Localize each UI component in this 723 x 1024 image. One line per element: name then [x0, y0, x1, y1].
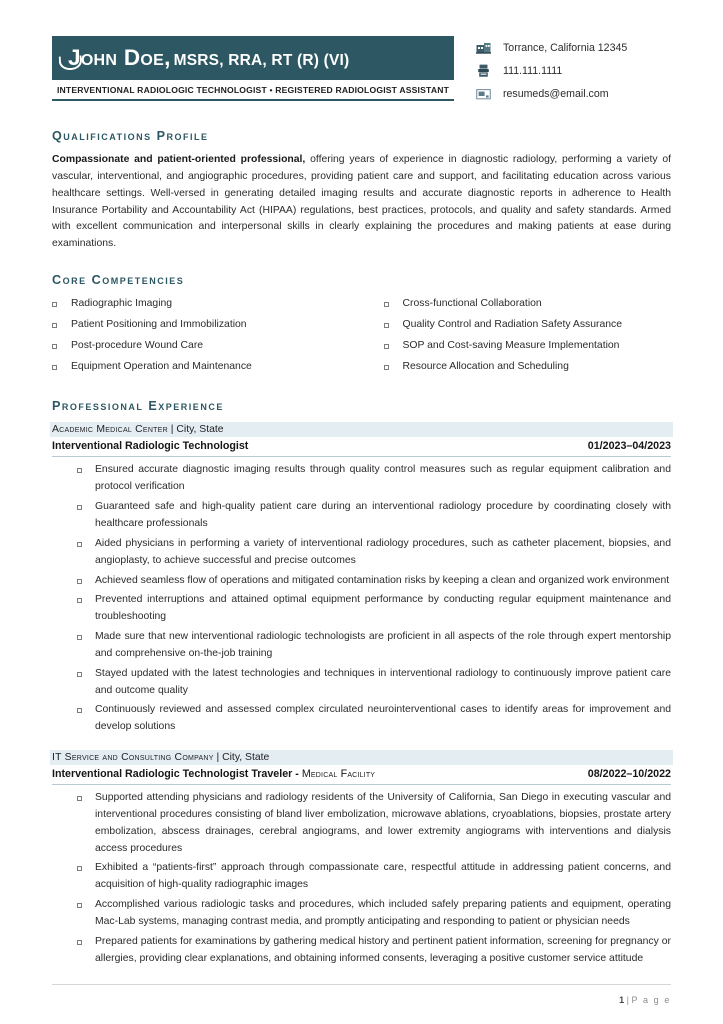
bullet-item	[77, 897, 671, 931]
job-location: | City, State	[167, 424, 224, 436]
job-bullets	[52, 462, 671, 736]
bullet-item	[77, 462, 671, 496]
job-facility: Medical Facility	[301, 768, 376, 781]
bullet-item	[77, 536, 671, 570]
qualifications-summary	[52, 152, 671, 253]
square-bullet-icon	[384, 323, 389, 328]
bullet-item	[77, 573, 671, 590]
competency-label: Quality Control and Radiation Safety Assurance	[402, 318, 622, 330]
square-bullet-icon	[52, 344, 57, 349]
square-bullet-icon	[52, 302, 57, 307]
contact-row-phone	[476, 63, 671, 78]
bullet-text: Prevented interruptions and attained optimal equipment performance by conducting regular equipment maintenance and troubleshooting	[95, 594, 671, 623]
bullet-text: Exhibited a “patients-first” approach through compassionate care, respectful attitude in addressing patient concerns, and acquisition of high-quality radiographic images	[95, 862, 671, 891]
competency-item	[384, 338, 672, 355]
job-dates: 01/2023–04/2023	[587, 440, 671, 453]
section-title-experience: Professional Experience	[52, 399, 224, 414]
square-bullet-icon	[384, 302, 389, 307]
email-text: resumeds@email.com	[503, 87, 609, 100]
square-bullet-icon	[77, 940, 82, 945]
contact-row-email	[476, 86, 671, 101]
square-bullet-icon	[384, 344, 389, 349]
section-title-competencies: Core Competencies	[52, 273, 185, 288]
tagline-wrap	[52, 80, 454, 101]
professional-tagline: INTERVENTIONAL RADIOLOGIC TECHNOLOGIST • REGISTERED RADIOLOGIST ASSISTANT	[56, 85, 450, 95]
bullet-text: Supported attending physicians and radiology residents of the University of California, San Diego in executing vascular and interventional procedures consisting of bland liver embolization, microwave ablations, cryoablations, biopsies, prostate artery embolization, abscess drainages, cerebral angiograms, and lower extremity angiograms with interventions and dialysis access procedures	[95, 792, 671, 854]
bullet-text: Stayed updated with the latest technologies and techniques in interventional radiology to continuously improve patient care and outcome quality	[95, 667, 671, 696]
phone-text: 111.111.1111	[503, 64, 563, 77]
credentials: MSRS, RRA, RT (R) (VI)	[173, 51, 350, 69]
job-location: | City, State	[213, 752, 270, 764]
square-bullet-icon	[77, 672, 82, 677]
competency-label: Radiographic Imaging	[71, 298, 173, 310]
square-bullet-icon	[384, 365, 389, 370]
job-company-name: Academic Medical Center	[52, 424, 168, 436]
job-company	[52, 752, 671, 763]
competency-label: Post-procedure Wound Care	[71, 339, 204, 351]
bullet-item	[77, 592, 671, 626]
competency-label: Cross-functional Collaboration	[402, 298, 542, 310]
square-bullet-icon	[77, 505, 82, 510]
bullet-text: Made sure that new interventional radiologic technologists are proficient in all aspects of the role through expert mentorship and comprehensive on-the-job training	[95, 631, 671, 659]
square-bullet-icon	[77, 903, 82, 908]
square-bullet-icon	[77, 635, 82, 640]
bullet-text: Continuously reviewed and assessed complex circulated neurointerventional cases to identify areas for improvement and develop solutions	[95, 704, 671, 733]
bullet-text: Prepared patients for examinations by gathering medical history and pertinent patient information, screening for pregnancy or allergies, providing clear explanations, and obtaining informed consents, leveraging a positive customer service attitude	[95, 935, 671, 964]
competency-label: Patient Positioning and Immobilization	[71, 318, 247, 330]
square-bullet-icon	[77, 598, 82, 603]
bullet-item	[77, 629, 671, 663]
location-icon	[476, 41, 491, 55]
job-title-row	[52, 765, 671, 785]
square-bullet-icon	[77, 542, 82, 547]
competency-label: Resource Allocation and Scheduling	[402, 360, 569, 372]
phone-icon	[476, 64, 491, 78]
competency-item	[384, 317, 672, 334]
job-company	[52, 424, 671, 435]
job-title-text: Interventional Radiologic Technologist	[52, 440, 249, 453]
page-footer	[52, 984, 671, 1008]
name-banner	[52, 36, 454, 80]
competencies-column-left	[52, 296, 362, 379]
bullet-item	[77, 790, 671, 857]
page-word: P a g e	[631, 995, 671, 1005]
competency-item	[52, 296, 362, 313]
job-company-band	[50, 750, 673, 765]
job-dates: 08/2022–10/2022	[587, 768, 671, 781]
bullet-text: Aided physicians in performing a variety of interventional radiology procedures, such as catheter placement, biopsies, and angioplasty, to achieve successful and precise outcomes	[95, 537, 671, 566]
job-entry	[52, 422, 671, 736]
job-title	[52, 768, 375, 780]
job-entry	[52, 750, 671, 967]
bullet-item	[77, 666, 671, 700]
bullet-text: Accomplished various radiologic tasks and procedures, which included safely preparing patients and equipment, operating Mac-Lab systems, managing contrast media, and promptly anticipating and responding to patient or physician needs	[95, 899, 671, 927]
email-icon	[476, 87, 491, 101]
location-text: Torrance, California 12345	[503, 41, 628, 54]
bullet-text: Guaranteed safe and high-quality patient care during an interventional radiology procedure by coordinating closely with healthcare professionals	[95, 501, 671, 529]
job-bullets	[52, 790, 671, 967]
summary-body: offering years of experience in diagnostic radiology, performing a variety of vascular, interventional, and angiographic procedures, providing patient care and support, and facilitating education across various healthcare settings. Well-versed in generating detailed imaging results and accurate diagnostic reports in adherence to Health Insurance Portability and Accountability Act (HIPAA) regulations, best practices, protocols, and quality and safety standards. Armed with excellent communication and interpersonal skills in clearly explaining the procedures and making patients at ease during examinations.	[52, 154, 671, 250]
bullet-item	[77, 934, 671, 968]
name-line	[68, 44, 350, 70]
job-title-row	[52, 437, 671, 457]
bullet-text: Achieved seamless flow of operations and mitigated contamination risks by keeping a clean and organized work environment	[95, 574, 670, 586]
section-qualifications-profile	[52, 129, 671, 253]
competencies-grid	[52, 296, 671, 379]
contact-row-location	[476, 40, 671, 55]
section-title-qualifications: Qualifications Profile	[52, 129, 209, 143]
competencies-column-right	[362, 296, 672, 379]
competency-item	[384, 359, 672, 376]
page-number: 1	[619, 995, 625, 1005]
job-title-text: Interventional Radiologic Technologist Traveler -	[52, 768, 302, 781]
full-name-text: John Doe,	[68, 44, 171, 70]
resume-header	[52, 0, 671, 109]
job-company-name: IT Service and Consulting Company	[52, 752, 214, 764]
section-core-competencies	[52, 273, 671, 379]
competency-label: Equipment Operation and Maintenance	[71, 360, 252, 372]
square-bullet-icon	[52, 365, 57, 370]
footer-text	[619, 995, 671, 1005]
competency-item	[52, 338, 362, 355]
job-title	[52, 440, 248, 452]
bullet-item	[77, 499, 671, 533]
competency-item	[52, 359, 362, 376]
bullet-item	[77, 860, 671, 894]
contact-block	[454, 36, 671, 109]
section-professional-experience	[52, 399, 671, 967]
summary-lead: Compassionate and patient-oriented professional,	[52, 154, 306, 165]
name-block	[52, 36, 454, 101]
page-separator: |	[624, 995, 632, 1005]
full-name	[68, 44, 171, 70]
job-company-band	[50, 422, 673, 437]
bullet-text: Ensured accurate diagnostic imaging results through quality control measures such as regular equipment calibration and protocol verification	[95, 464, 671, 493]
square-bullet-icon	[77, 796, 82, 801]
square-bullet-icon	[77, 579, 82, 584]
square-bullet-icon	[52, 323, 57, 328]
square-bullet-icon	[77, 866, 82, 871]
square-bullet-icon	[77, 468, 82, 473]
square-bullet-icon	[77, 708, 82, 713]
competency-item	[384, 296, 672, 313]
competency-label: SOP and Cost-saving Measure Implementation	[402, 339, 620, 351]
competency-item	[52, 317, 362, 334]
bullet-item	[77, 702, 671, 736]
